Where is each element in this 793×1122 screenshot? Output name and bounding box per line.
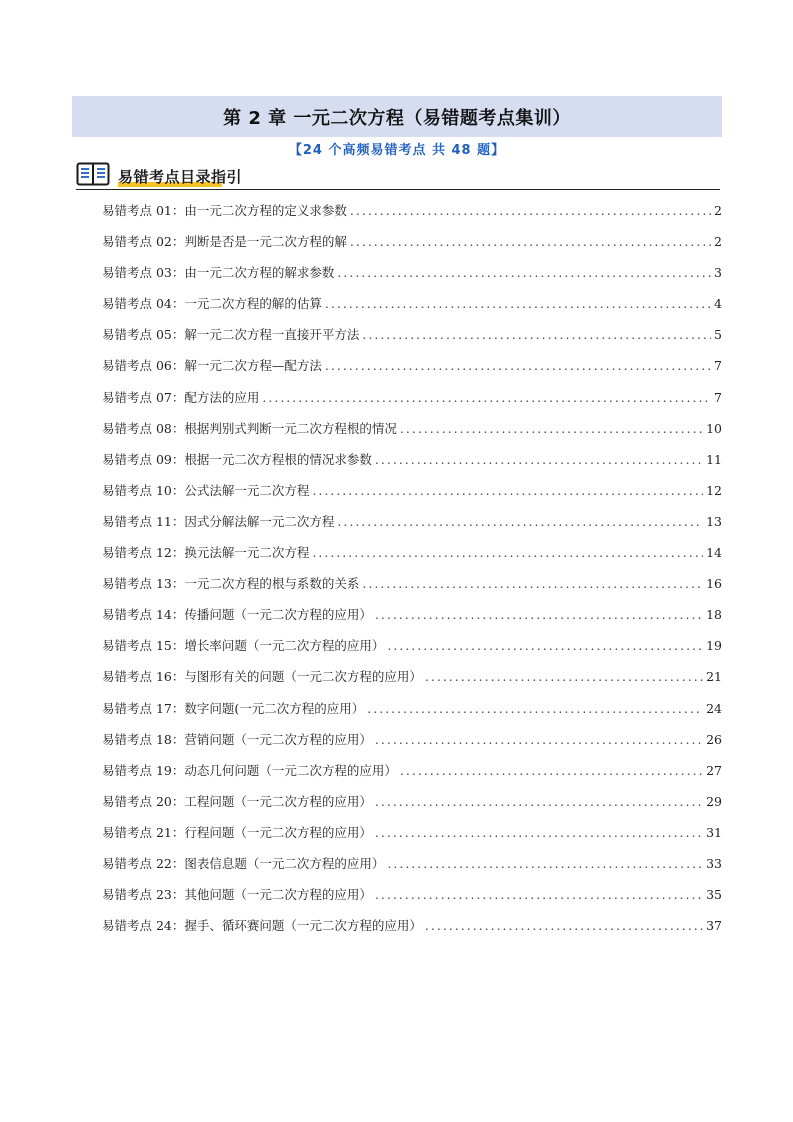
- toc-entry[interactable]: [102, 854, 722, 885]
- toc-entry[interactable]: [102, 730, 722, 761]
- toc-leader-dots: [387, 856, 703, 871]
- section-header: [76, 161, 720, 190]
- toc-entry-page: 19: [706, 638, 722, 654]
- toc-entry[interactable]: [102, 450, 722, 481]
- toc-entry-label: 易错考点 13：: [102, 576, 185, 592]
- toc-leader-dots: [325, 296, 711, 311]
- toc-leader-dots: [350, 234, 711, 249]
- toc-entry[interactable]: [102, 823, 722, 854]
- toc-entry-page: 14: [706, 545, 722, 561]
- toc-entry-title: 因式分解法解一元二次方程: [184, 513, 335, 529]
- toc-entry[interactable]: [102, 574, 722, 605]
- toc-entry-label: 易错考点 21：: [102, 824, 185, 840]
- toc-entry-page: 37: [706, 918, 722, 934]
- toc-entry-page: 33: [706, 855, 722, 871]
- toc-leader-dots: [362, 576, 703, 591]
- toc-leader-dots: [350, 203, 711, 218]
- toc-entry-page: 3: [714, 265, 722, 281]
- toc-entry-label: 易错考点 11：: [102, 513, 185, 529]
- toc-leader-dots: [400, 421, 703, 436]
- toc-leader-dots: [367, 701, 703, 716]
- toc-entry[interactable]: [102, 356, 722, 387]
- toc-entry-label: 易错考点 05：: [102, 327, 185, 343]
- toc-entry-title: 解一元二次方程一直接开平方法: [184, 327, 360, 343]
- toc-list: [102, 201, 722, 947]
- toc-entry-page: 4: [714, 296, 722, 312]
- toc-entry-title: 配方法的应用: [184, 389, 260, 405]
- toc-leader-dots: [262, 390, 711, 405]
- toc-leader-dots: [375, 732, 703, 747]
- toc-entry-page: 18: [706, 607, 722, 623]
- toc-entry-page: 27: [706, 762, 722, 778]
- toc-entry-title: 一元二次方程的解的估算: [184, 296, 322, 312]
- toc-entry-label: 易错考点 23：: [102, 887, 185, 903]
- toc-entry-label: 易错考点 02：: [102, 234, 185, 250]
- toc-entry[interactable]: [102, 263, 722, 294]
- toc-entry[interactable]: [102, 636, 722, 667]
- toc-entry-label: 易错考点 03：: [102, 265, 185, 281]
- toc-entry-title: 判断是否是一元二次方程的解: [184, 234, 347, 250]
- toc-entry-title: 营销问题（一元二次方程的应用）: [184, 731, 372, 747]
- toc-leader-dots: [312, 545, 703, 560]
- toc-entry-label: 易错考点 12：: [102, 545, 185, 561]
- toc-entry-title: 图表信息题（一元二次方程的应用）: [184, 855, 385, 871]
- toc-entry-title: 握手、循环赛问题（一元二次方程的应用）: [184, 918, 422, 934]
- toc-entry-title: 动态几何问题（一元二次方程的应用）: [184, 762, 397, 778]
- toc-entry-page: 31: [706, 824, 722, 840]
- toc-leader-dots: [375, 607, 703, 622]
- toc-entry-title: 行程问题（一元二次方程的应用）: [184, 824, 372, 840]
- toc-leader-dots: [375, 794, 703, 809]
- toc-entry-page: 10: [706, 420, 722, 436]
- toc-entry-page: 29: [706, 793, 722, 809]
- toc-entry-label: 易错考点 10：: [102, 482, 185, 498]
- toc-entry-title: 与图形有关的问题（一元二次方程的应用）: [184, 669, 422, 685]
- toc-entry-page: 2: [714, 203, 722, 218]
- toc-entry-label: 易错考点 07：: [102, 389, 185, 405]
- toc-leader-dots: [425, 918, 703, 933]
- toc-entry-page: 7: [714, 358, 722, 374]
- toc-entry-page: 35: [706, 887, 722, 903]
- page-subtitle: 【24 个高频易错考点 共 48 题】: [288, 143, 506, 158]
- toc-entry-title: 数字问题(一元二次方程的应用）: [184, 700, 365, 716]
- toc-entry[interactable]: [102, 294, 722, 325]
- toc-entry-page: 7: [714, 389, 722, 405]
- toc-entry-label: 易错考点 24：: [102, 918, 185, 934]
- toc-leader-dots: [400, 763, 703, 778]
- toc-entry[interactable]: [102, 512, 722, 543]
- toc-leader-dots: [337, 265, 711, 280]
- toc-entry[interactable]: [102, 885, 722, 916]
- toc-entry-page: 11: [706, 451, 722, 467]
- title-banner: [72, 96, 722, 137]
- toc-entry-page: 26: [706, 731, 722, 747]
- toc-leader-dots: [362, 327, 711, 342]
- toc-leader-dots: [375, 825, 703, 840]
- toc-entry-label: 易错考点 04：: [102, 296, 185, 312]
- toc-entry[interactable]: [102, 667, 722, 698]
- toc-entry-title: 解一元二次方程—配方法: [184, 358, 322, 374]
- open-book-icon: [76, 162, 110, 186]
- toc-entry[interactable]: [102, 388, 722, 419]
- toc-entry-label: 易错考点 19：: [102, 762, 185, 778]
- toc-entry[interactable]: [102, 761, 722, 792]
- toc-entry-label: 易错考点 09：: [102, 451, 185, 467]
- toc-entry[interactable]: [102, 481, 722, 512]
- toc-entry[interactable]: [102, 916, 722, 947]
- toc-entry-title: 由一元二次方程的定义求参数: [184, 203, 347, 218]
- toc-entry-label: 易错考点 16：: [102, 669, 185, 685]
- toc-entry-title: 一元二次方程的根与系数的关系: [184, 576, 360, 592]
- toc-entry[interactable]: [102, 543, 722, 574]
- toc-entry[interactable]: [102, 419, 722, 450]
- toc-entry-page: 5: [714, 327, 722, 343]
- toc-entry-title: 根据判别式判断一元二次方程根的情况: [184, 420, 397, 436]
- toc-entry-label: 易错考点 15：: [102, 638, 185, 654]
- toc-entry-page: 24: [706, 700, 722, 716]
- toc-entry-title: 换元法解一元二次方程: [184, 545, 310, 561]
- toc-entry-title: 工程问题（一元二次方程的应用）: [184, 793, 372, 809]
- toc-leader-dots: [325, 358, 711, 373]
- toc-entry-title: 公式法解一元二次方程: [184, 482, 310, 498]
- toc-entry-label: 易错考点 18：: [102, 731, 185, 747]
- toc-entry-label: 易错考点 20：: [102, 793, 185, 809]
- section-title: 易错考点目录指引: [118, 168, 243, 186]
- toc-entry-title: 其他问题（一元二次方程的应用）: [184, 887, 372, 903]
- toc-entry-label: 易错考点 06：: [102, 358, 185, 374]
- page-title: 第 2 章 一元二次方程（易错题考点集训）: [223, 107, 571, 129]
- toc-entry-title: 由一元二次方程的解求参数: [184, 265, 335, 281]
- toc-entry-label: 易错考点 17：: [102, 700, 185, 716]
- toc-entry-page: 21: [706, 669, 722, 685]
- toc-entry-label: 易错考点 08：: [102, 420, 185, 436]
- toc-leader-dots: [387, 638, 703, 653]
- toc-entry-title: 根据一元二次方程根的情况求参数: [184, 451, 372, 467]
- toc-entry-label: 易错考点 14：: [102, 607, 185, 623]
- toc-entry-title: 传播问题（一元二次方程的应用）: [184, 607, 372, 623]
- toc-entry-page: 2: [714, 234, 722, 250]
- toc-entry[interactable]: [102, 201, 722, 232]
- toc-entry-label: 易错考点 22：: [102, 855, 185, 871]
- toc-entry[interactable]: [102, 232, 722, 263]
- toc-leader-dots: [375, 452, 703, 467]
- toc-entry-page: 12: [706, 482, 722, 498]
- toc-entry[interactable]: [102, 792, 722, 823]
- toc-entry-label: 易错考点 01：: [102, 203, 185, 218]
- toc-leader-dots: [425, 669, 703, 684]
- toc-leader-dots: [375, 887, 703, 902]
- toc-entry[interactable]: [102, 699, 722, 730]
- toc-entry-title: 增长率问题（一元二次方程的应用）: [184, 638, 385, 654]
- toc-entry-page: 13: [706, 513, 722, 529]
- toc-entry[interactable]: [102, 325, 722, 356]
- toc-entry[interactable]: [102, 605, 722, 636]
- toc-entry-page: 16: [706, 576, 722, 592]
- toc-leader-dots: [312, 483, 703, 498]
- toc-leader-dots: [337, 514, 703, 529]
